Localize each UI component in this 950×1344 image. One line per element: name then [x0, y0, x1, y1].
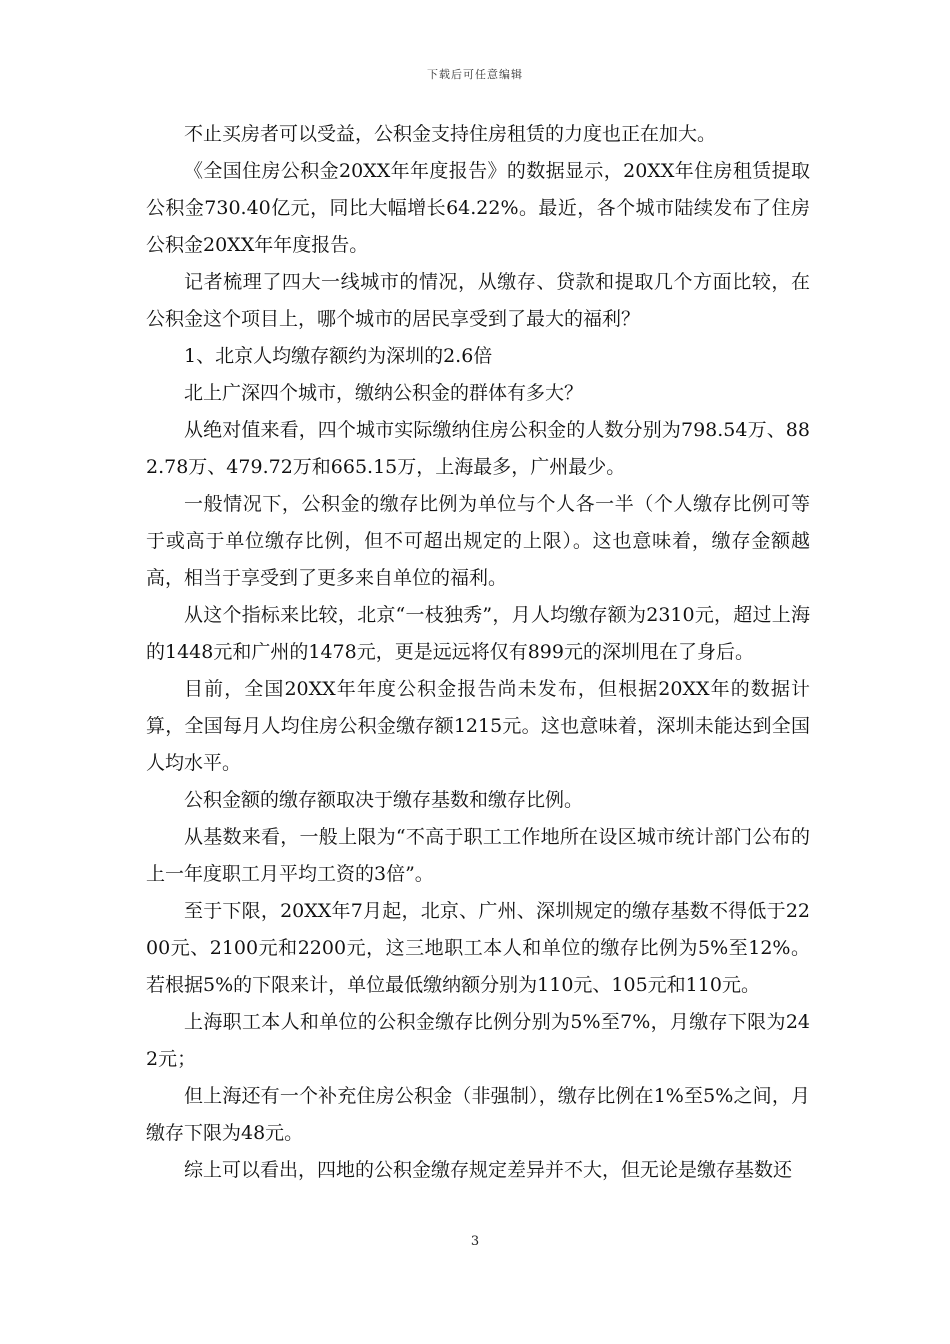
page-number: 3 — [470, 1234, 480, 1249]
paragraph: 至于下限，20XX年7月起，北京、广州、深圳规定的缴存基数不得低于2200元、2100元和2200元，这三地职工本人和单位的缴存比例为5%至12%。若根据5%的下限来计，单位最低缴纳额分别为110元、105元和110元。 — [146, 900, 810, 996]
page-header: 下载后可任意编辑 — [427, 68, 523, 81]
paragraph: 记者梳理了四大一线城市的情况，从缴存、贷款和提取几个方面比较，在公积金这个项目上，哪个城市的居民享受到了最大的福利？ — [146, 271, 810, 330]
paragraph: 综上可以看出，四地的公积金缴存规定差异并不大，但无论是缴存基数还 — [184, 1159, 793, 1181]
paragraph: 《全国住房公积金20XX年年度报告》的数据显示，20XX年住房租赁提取公积金730.40亿元，同比大幅增长64.22%。最近，各个城市陆续发布了住房公积金20XX年年度报告。 — [146, 160, 810, 256]
paragraph: 从这个指标来比较，北京“一枝独秀”，月人均缴存额为2310元，超过上海的1448元和广州的1478元，更是远远将仅有899元的深圳甩在了身后。 — [146, 604, 810, 663]
section-heading: 1、北京人均缴存额约为深圳的2.6倍 — [184, 345, 493, 367]
paragraph: 公积金额的缴存额取决于缴存基数和缴存比例。 — [184, 789, 584, 811]
paragraph: 不止买房者可以受益，公积金支持住房租赁的力度也正在加大。 — [184, 123, 717, 145]
paragraph: 北上广深四个城市，缴纳公积金的群体有多大？ — [184, 382, 584, 404]
paragraph: 从基数来看，一般上限为“不高于职工工作地所在设区城市统计部门公布的上一年度职工月平均工资的3倍”。 — [146, 826, 810, 885]
paragraph: 从绝对值来看，四个城市实际缴纳住房公积金的人数分别为798.54万、882.78万、479.72万和665.15万，上海最多，广州最少。 — [146, 419, 810, 478]
paragraph: 但上海还有一个补充住房公积金（非强制），缴存比例在1%至5%之间，月缴存下限为48元。 — [146, 1085, 810, 1144]
paragraph: 目前，全国20XX年年度公积金报告尚未发布，但根据20XX年的数据计算，全国每月人均住房公积金缴存额1215元。这也意味着，深圳未能达到全国人均水平。 — [146, 678, 810, 774]
document-body — [146, 116, 810, 1189]
paragraph: 一般情况下，公积金的缴存比例为单位与个人各一半（个人缴存比例可等于或高于单位缴存比例，但不可超出规定的上限）。这也意味着，缴存金额越高，相当于享受到了更多来自单位的福利。 — [146, 493, 810, 589]
paragraph: 上海职工本人和单位的公积金缴存比例分别为5%至7%，月缴存下限为242元； — [146, 1011, 810, 1070]
